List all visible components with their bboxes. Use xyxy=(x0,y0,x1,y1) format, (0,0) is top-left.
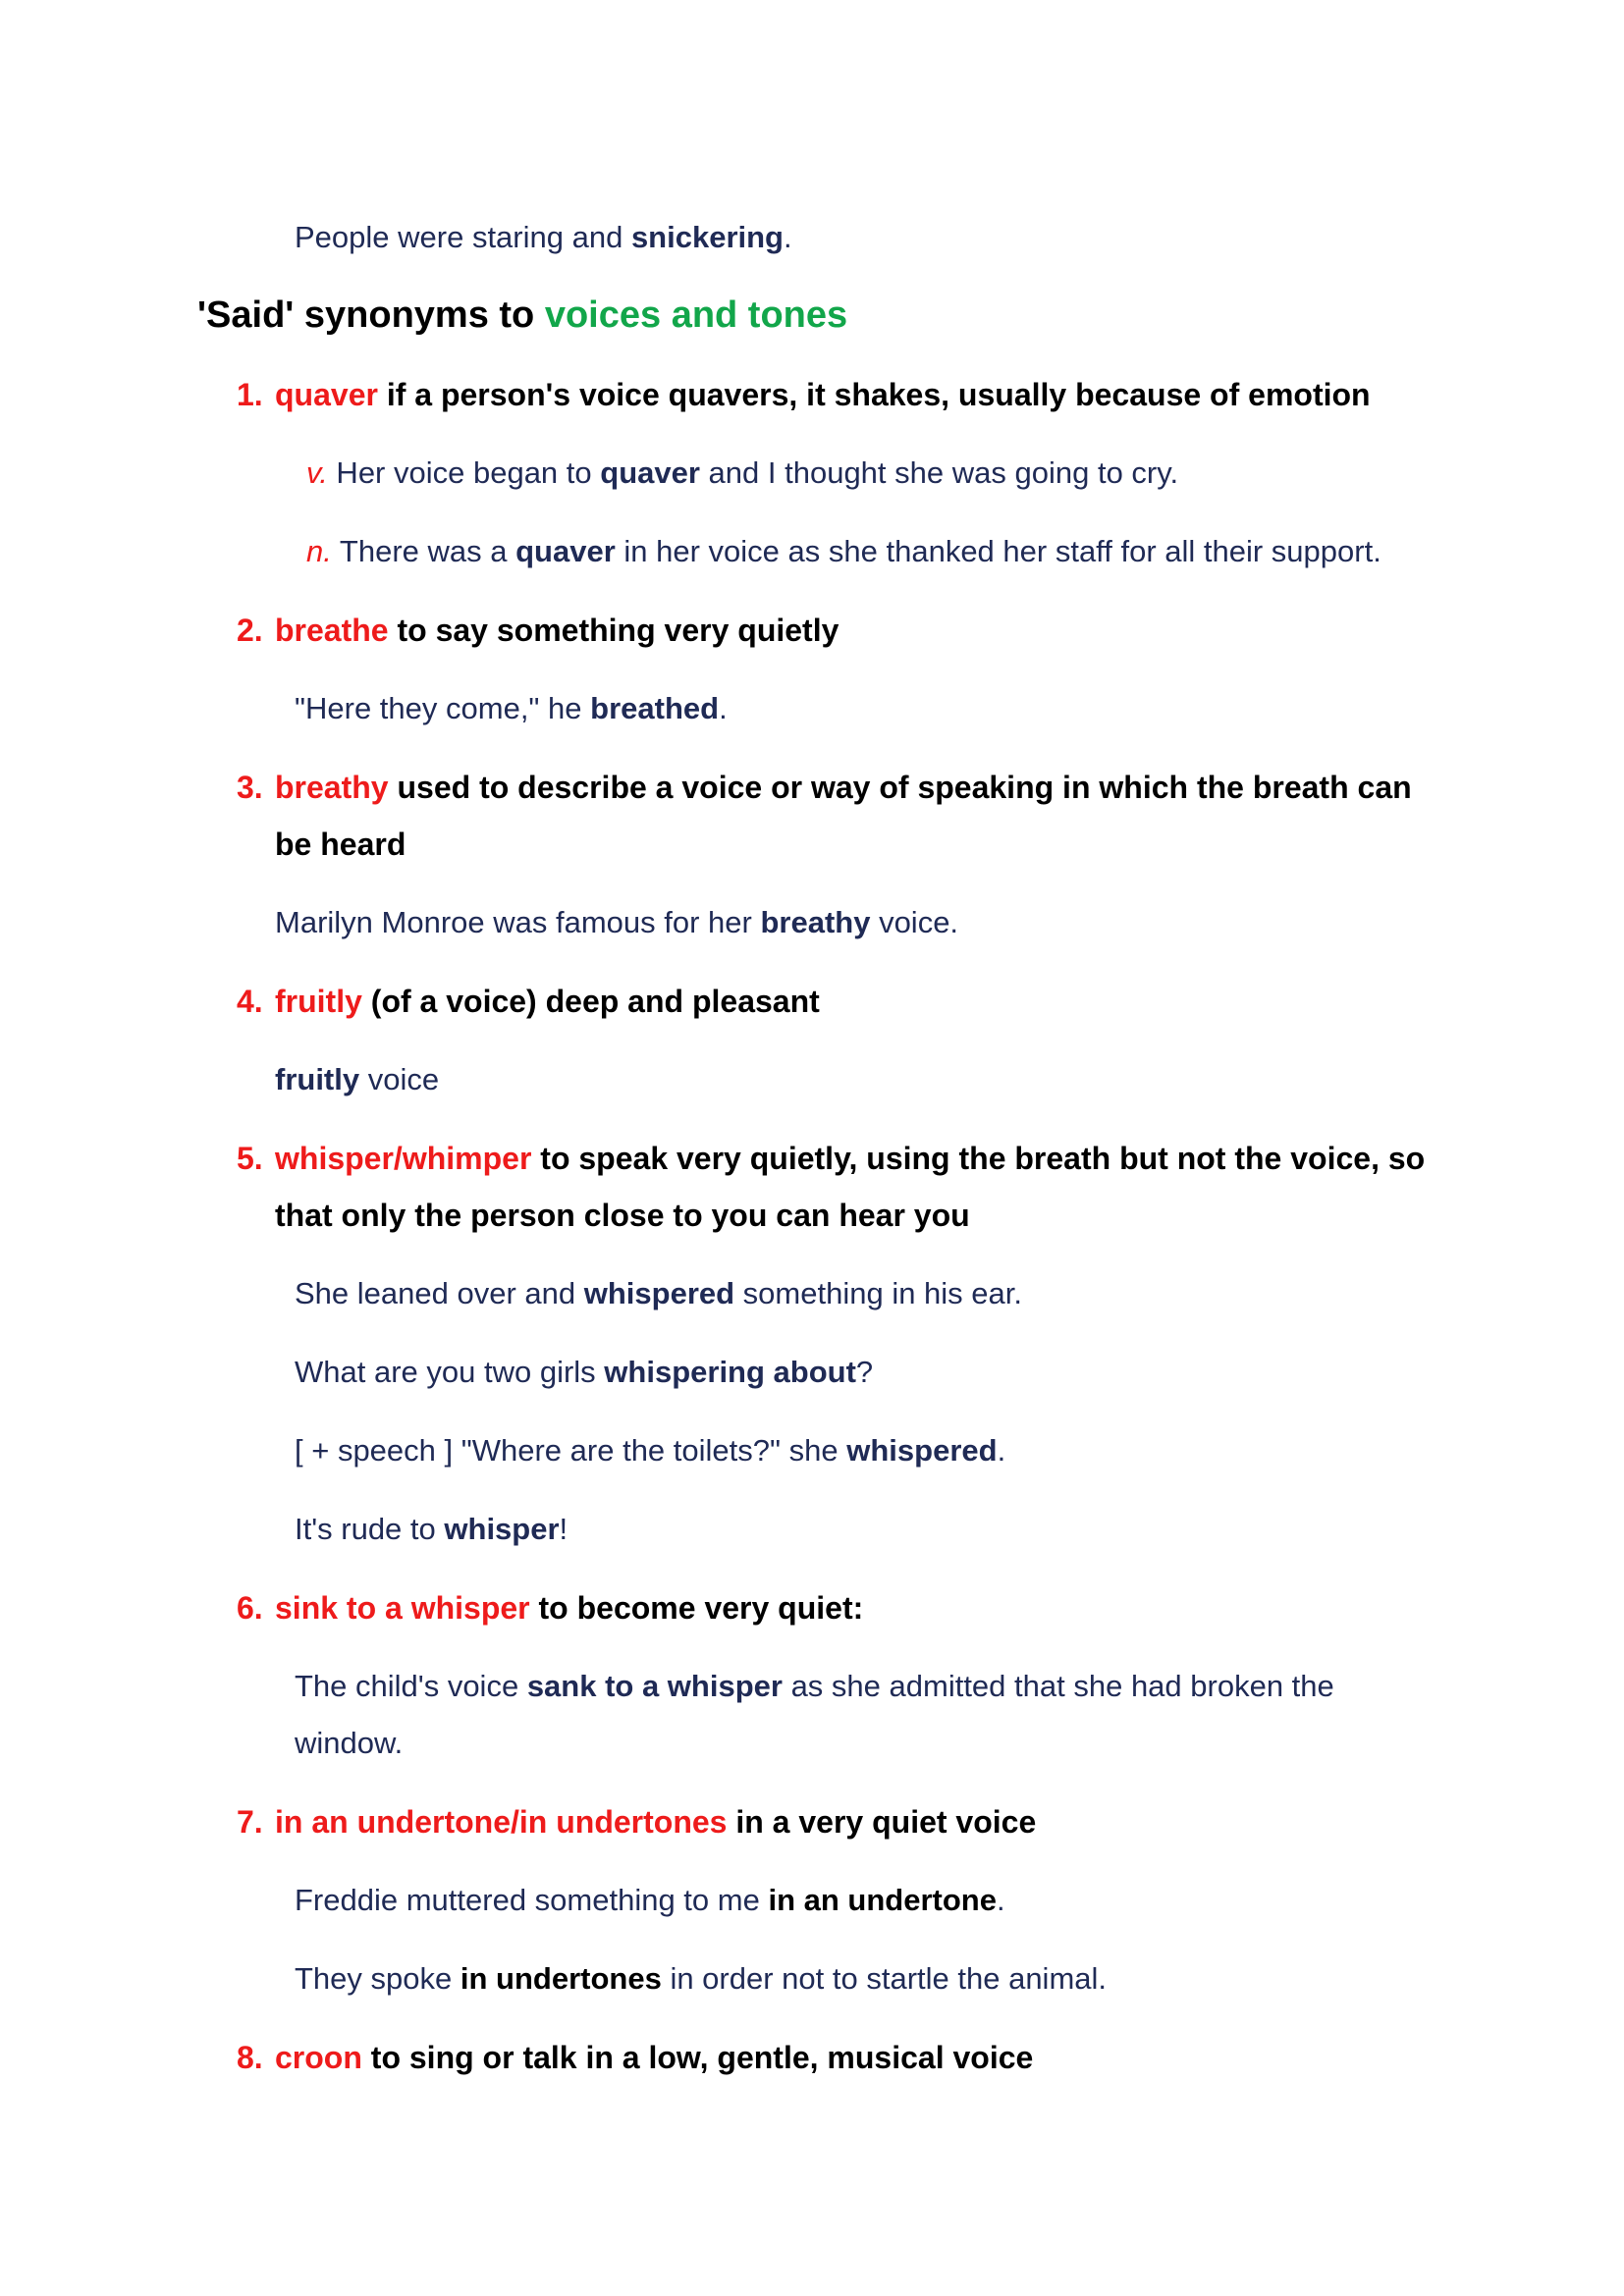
entry-example xyxy=(275,903,958,942)
example-text: . xyxy=(996,1883,1005,1917)
entry-example xyxy=(295,1959,1107,1999)
example-text: window. xyxy=(295,1726,404,1760)
entry-term: in an undertone/in undertones xyxy=(275,1804,728,1840)
entry-example xyxy=(295,1881,1005,1920)
example-text: The child's voice xyxy=(295,1669,527,1703)
entry-header-2 xyxy=(237,611,839,650)
entry-example xyxy=(306,454,1178,493)
example-text: What are you two girls xyxy=(295,1355,605,1389)
example-text: [ + speech ] "Where are the toilets?" she xyxy=(295,1433,847,1468)
entry-term: croon xyxy=(275,2040,362,2075)
example-bold: breathy xyxy=(760,905,871,939)
entry-term: sink to a whisper xyxy=(275,1590,530,1626)
entry-definition: to sing or talk in a low, gentle, musical voice xyxy=(361,2040,1034,2075)
example-bold: fruitly xyxy=(275,1062,360,1096)
entry-example xyxy=(295,1353,873,1392)
entry-definition: used to describe a voice or way of speaking in which the breath can xyxy=(388,770,1412,805)
example-bold: in an undertone xyxy=(768,1883,997,1917)
example-bold: quaver xyxy=(515,534,616,568)
entry-number: 6. xyxy=(237,1590,263,1626)
entry-term: breathy xyxy=(275,770,389,805)
example-bold: sank to a whisper xyxy=(526,1669,783,1703)
example-bold: breathed xyxy=(590,691,720,725)
entry-example xyxy=(295,689,728,728)
title-accent: voices and tones xyxy=(544,294,848,336)
example-bold: whisper xyxy=(444,1512,560,1546)
entry-number: 2. xyxy=(237,613,263,648)
section-title xyxy=(197,293,847,338)
entry-definition: in a very quiet voice xyxy=(727,1804,1037,1840)
example-text: . xyxy=(997,1433,1006,1468)
example-text: "Here they come," he xyxy=(295,691,591,725)
entry-number: 1. xyxy=(237,377,263,412)
entry-number: 4. xyxy=(237,984,263,1019)
example-bold: snickering xyxy=(630,220,784,254)
example-bold: quaver xyxy=(600,455,700,490)
entry-number: 7. xyxy=(237,1804,263,1840)
entry-example xyxy=(306,532,1381,571)
entry-number: 8. xyxy=(237,2040,263,2075)
entry-example xyxy=(295,1431,1005,1470)
example-bold: in undertones xyxy=(460,1961,662,1996)
entry-header-6 xyxy=(237,1588,863,1628)
entry-example xyxy=(275,1060,439,1099)
entry-header-1 xyxy=(237,375,1371,414)
example-text: People were staring and xyxy=(295,220,631,254)
example-text: . xyxy=(784,220,792,254)
example-text: as she admitted that she had broken the xyxy=(782,1669,1334,1703)
example-bold: whispered xyxy=(583,1276,735,1310)
example-text: She leaned over and xyxy=(295,1276,584,1310)
entry-example xyxy=(295,1510,568,1549)
example-text: Marilyn Monroe was famous for her xyxy=(275,905,761,939)
entry-header-3 xyxy=(237,768,1412,807)
example-text: ? xyxy=(855,1355,874,1389)
example-text: There was a xyxy=(331,534,516,568)
example-text: voice xyxy=(359,1062,440,1096)
entry-definition: be heard xyxy=(275,827,406,862)
part-of-speech: v. xyxy=(306,455,328,490)
entry-header-8 xyxy=(237,2038,1033,2077)
example-text: ! xyxy=(559,1512,568,1546)
entry-definition: that only the person close to you can hear you xyxy=(275,1198,970,1233)
entry-term: quaver xyxy=(275,377,378,412)
example-text: . xyxy=(719,691,728,725)
entry-example-continued xyxy=(295,1724,403,1763)
entry-header-5 xyxy=(237,1139,1425,1178)
intro-example xyxy=(295,218,792,257)
example-text: and I thought she was going to cry. xyxy=(699,455,1179,490)
example-text: They spoke xyxy=(295,1961,460,1996)
entry-definition: if a person's voice quavers, it shakes, usually because of emotion xyxy=(377,377,1371,412)
example-bold: whispered xyxy=(846,1433,998,1468)
entry-definition-continued xyxy=(275,1196,970,1235)
example-text: in order not to startle the animal. xyxy=(661,1961,1108,1996)
entry-definition: to say something very quietly xyxy=(388,613,839,648)
example-text: Freddie muttered something to me xyxy=(295,1883,769,1917)
title-text: 'Said' synonyms to xyxy=(197,294,545,336)
entry-definition-continued xyxy=(275,825,406,864)
entry-example xyxy=(295,1274,1022,1313)
entry-example xyxy=(295,1667,1334,1706)
example-text: something in his ear. xyxy=(734,1276,1023,1310)
example-text: voice. xyxy=(870,905,959,939)
example-text: Her voice began to xyxy=(327,455,601,490)
entry-definition: to speak very quietly, using the breath but not the voice, so xyxy=(531,1141,1426,1176)
part-of-speech: n. xyxy=(306,534,332,568)
example-text: It's rude to xyxy=(295,1512,445,1546)
entry-term: breathe xyxy=(275,613,389,648)
example-text: in her voice as she thanked her staff for all their support. xyxy=(615,534,1381,568)
entry-term: whisper/whimper xyxy=(275,1141,532,1176)
entry-number: 3. xyxy=(237,770,263,805)
entry-definition: (of a voice) deep and pleasant xyxy=(361,984,820,1019)
entry-header-7 xyxy=(237,1802,1036,1842)
entry-number: 5. xyxy=(237,1141,263,1176)
entry-term: fruitly xyxy=(275,984,362,1019)
entry-header-4 xyxy=(237,982,820,1021)
entry-definition: to become very quiet: xyxy=(529,1590,864,1626)
example-bold: whispering about xyxy=(604,1355,856,1389)
